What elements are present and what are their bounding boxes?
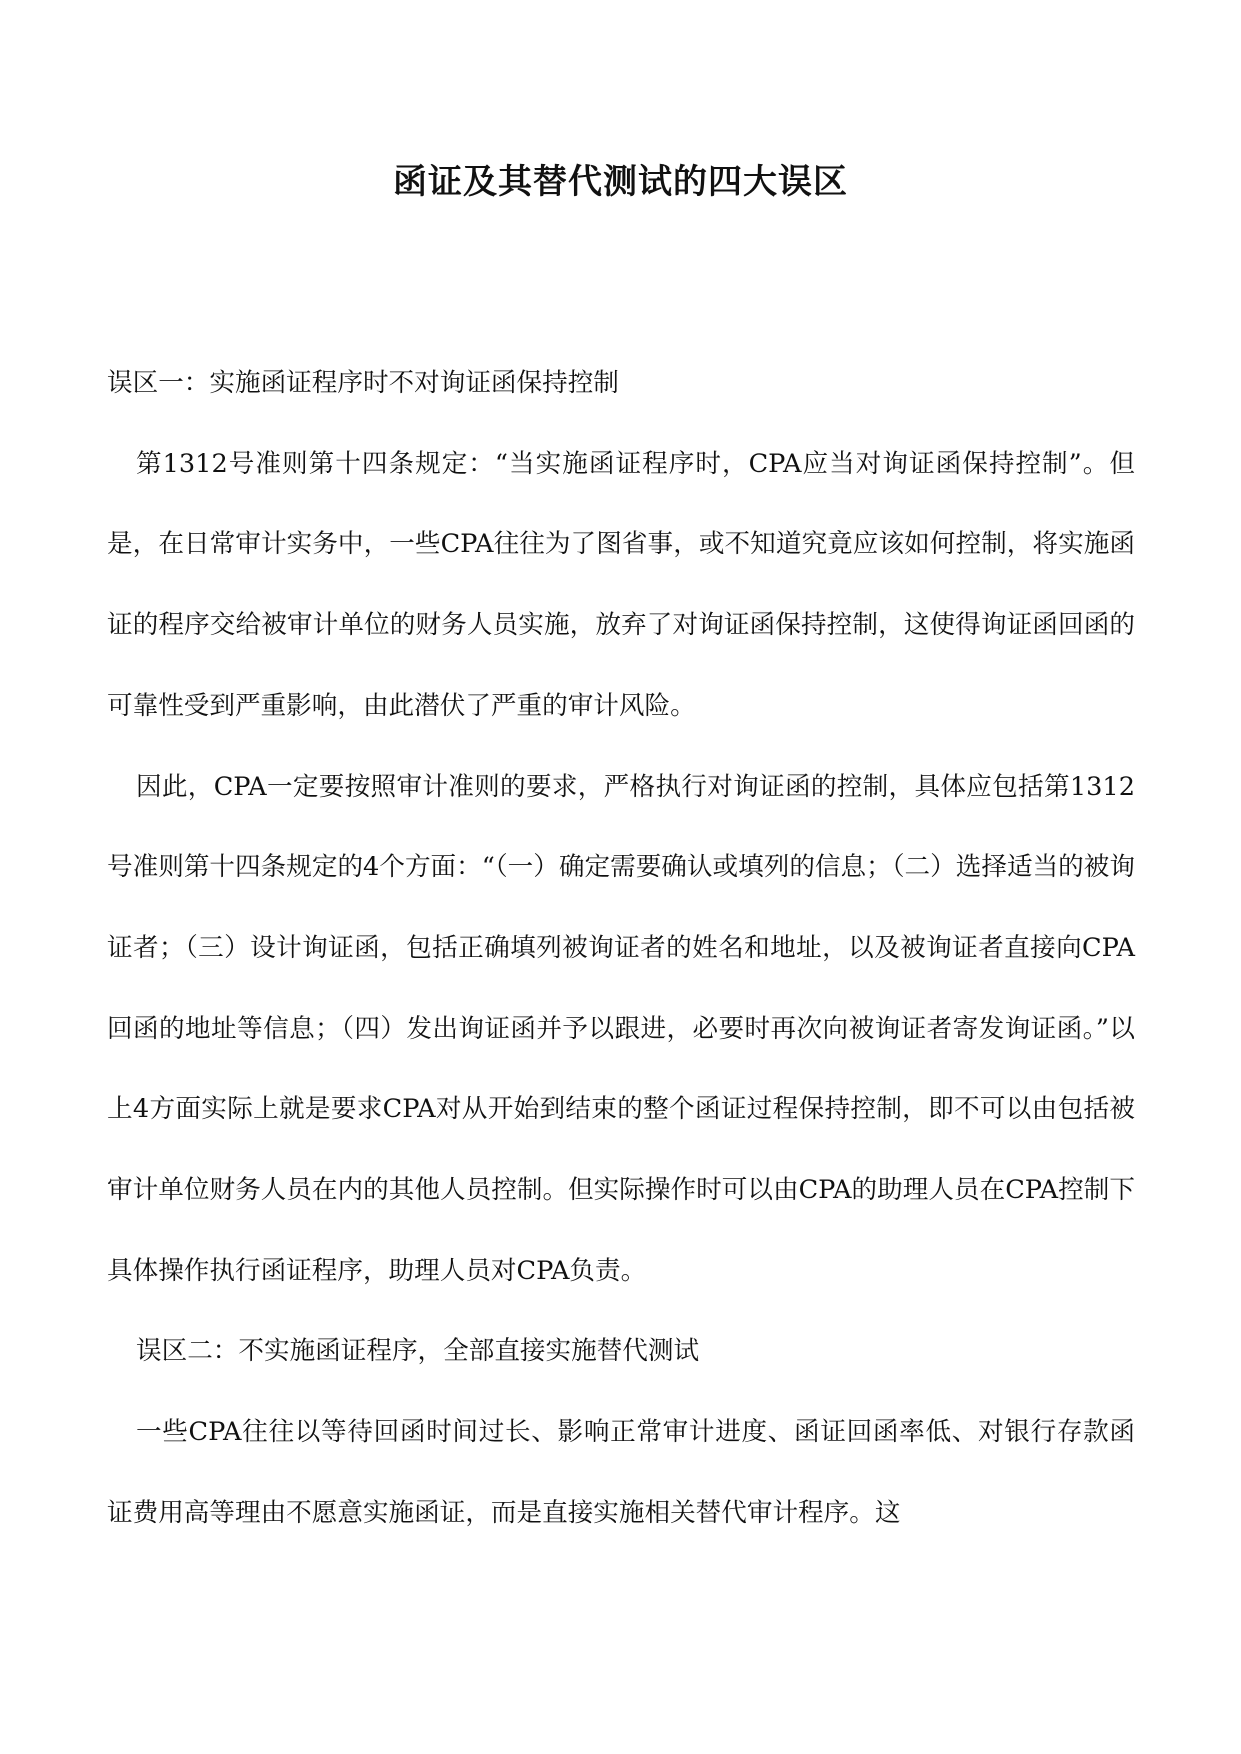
document-title: 函证及其替代测试的四大误区 xyxy=(393,162,848,202)
document-body xyxy=(107,343,1135,1554)
paragraph-3: 一些CPA往往以等待回函时间过长、影响正常审计进度、函证回函率低、对银行存款函证费用高等理由不愿意实施函证，而是直接实施相关替代审计程序。这 xyxy=(107,1417,1135,1528)
paragraph-2: 因此，CPA一定要按照审计准则的要求，严格执行对询证函的控制，具体应包括第1312号准则第十四条规定的4个方面：“（一）确定需要确认或填列的信息；（二）选择适当的被询证者；（三）设计询证函，包括正确填列被询证者的姓名和地址，以及被询证者直接向CPA回函的地址等信息；（四）发出询证函并予以跟进，必要时再次向被询证者寄发询证函。”以上4方面实际上就是要求CPA对从开始到结束的整个函证过程保持控制，即不可以由包括被审计单位财务人员在内的其他人员控制。但实际操作时可以由CPA的助理人员在CPA控制下具体操作执行函证程序，助理人员对CPA负责。 xyxy=(107,771,1135,1286)
paragraph-1: 第1312号准则第十四条规定：“当实施函证程序时，CPA应当对询证函保持控制”。但是，在日常审计实务中，一些CPA往往为了图省事，或不知道究竟应该如何控制，将实施函证的程序交给被审计单位的财务人员实施，放弃了对询证函保持控制，这使得询证函回函的可靠性受到严重影响，由此潜伏了严重的审计风险。 xyxy=(107,448,1135,721)
section-heading-1: 误区一：实施函证程序时不对询证函保持控制 xyxy=(107,368,619,398)
section-heading-2: 误区二：不实施函证程序，全部直接实施替代测试 xyxy=(136,1336,700,1367)
